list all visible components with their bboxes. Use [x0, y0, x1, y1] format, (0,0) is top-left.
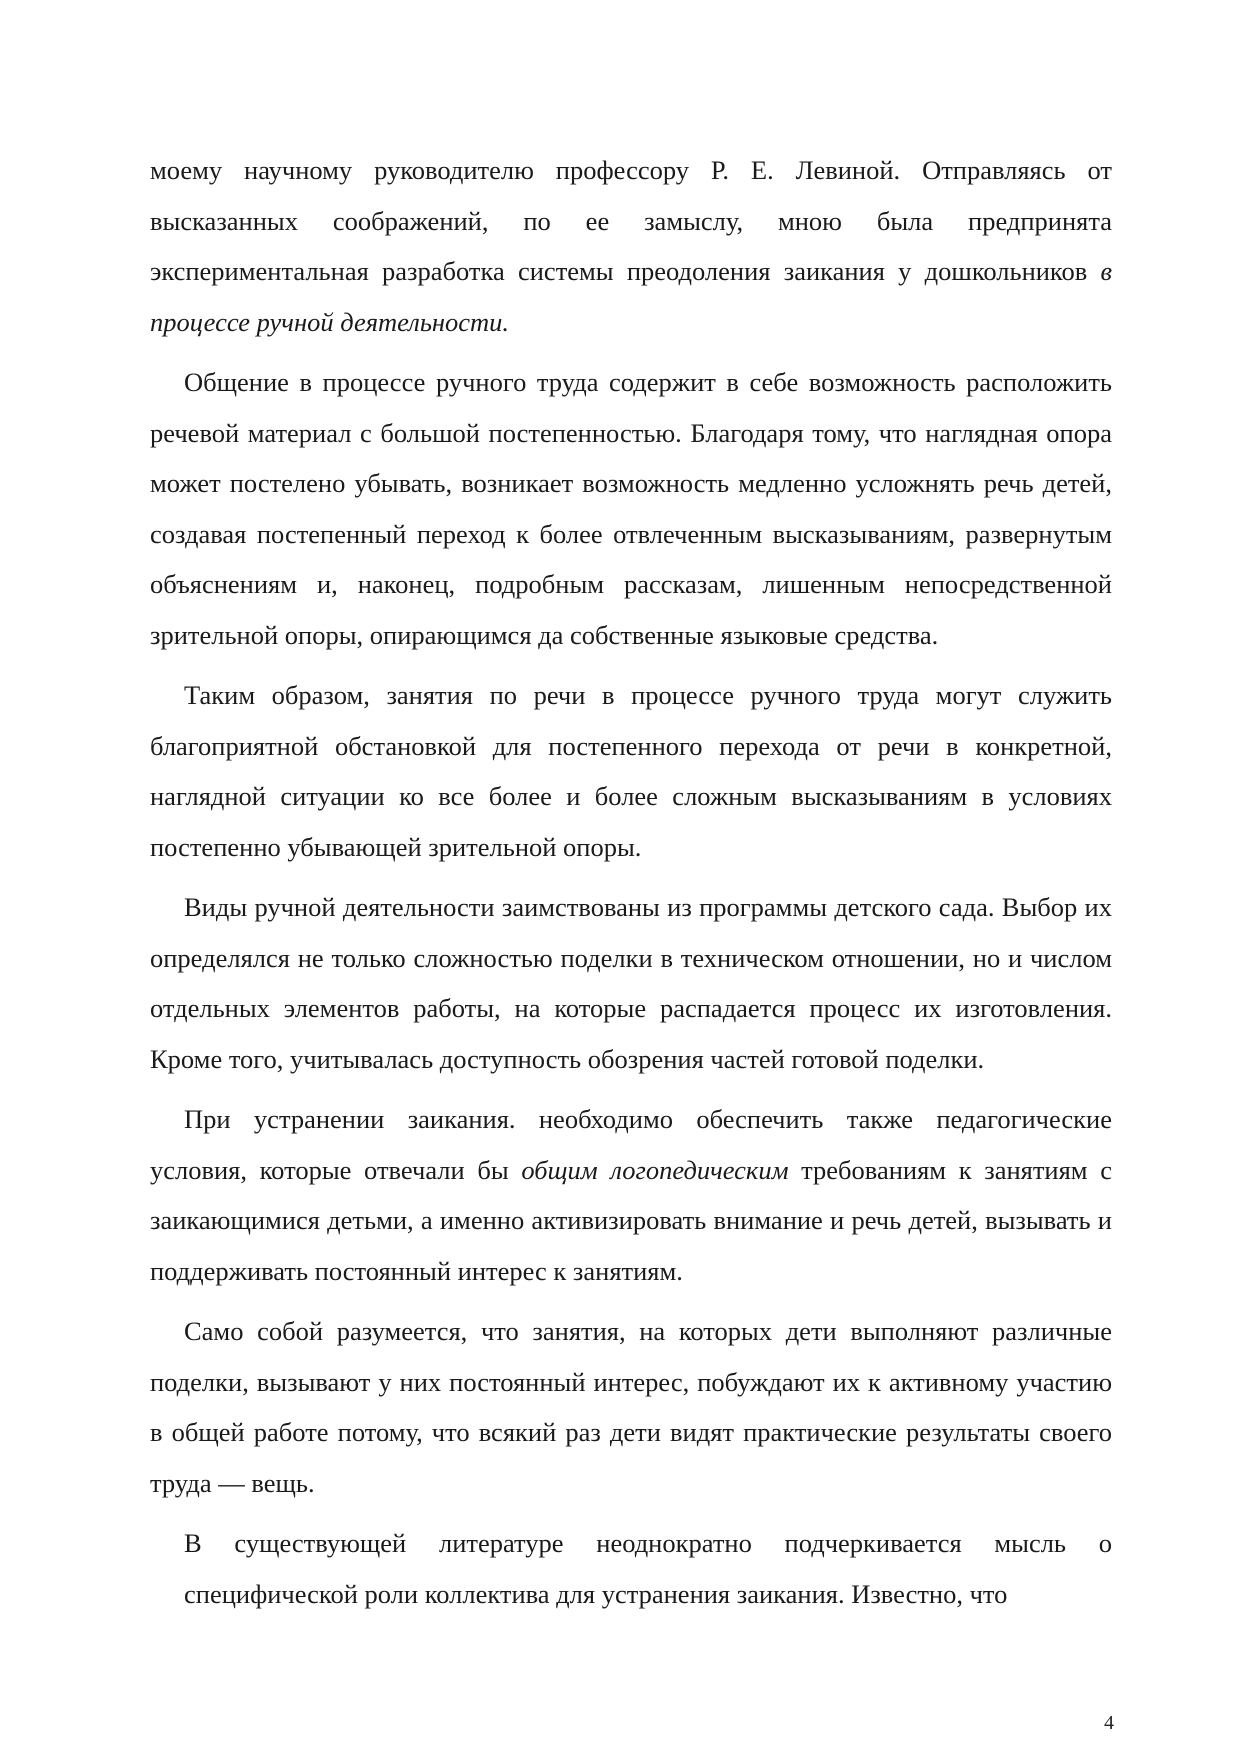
document-page: [150, 145, 1112, 1629]
paragraph-3: [150, 670, 1112, 872]
paragraph-5: [150, 1094, 1112, 1296]
paragraph-6: [150, 1306, 1112, 1508]
paragraph-4-text: Виды ручной деятельности заимствованы из программы детского сада. Выбор их определялся не только сложностью поделки в техническом отношении, но и числом отдельных элементов работы, на которые распадается процесс их изготовления. Кроме того, учитывалась доступность обозрения частей готовой поделки.: [150, 892, 1112, 1074]
paragraph-7-text: В существующей литературе неоднократно подчеркивается мысль о специфической роли коллектива для устранения заикания. Известно, что: [184, 1528, 1112, 1609]
paragraph-6-text: Само собой разумеется, что занятия, на которых дети выполняют различные поделки, вызывают у них постоянный интерес, побуждают их к активному участию в общей работе потому, что всякий раз дети видят практические результаты своего труда — вещь.: [150, 1316, 1112, 1498]
paragraph-3-text: Таким образом, занятия по речи в процессе ручного труда могут служить благоприятной обстановкой для постепенного перехода от речи в конкретной, наглядной ситуации ко все более и более сложным высказываниям в условиях постепенно убывающей зрительной опоры.: [150, 680, 1112, 862]
paragraph-1-text: моему научному руководителю профессору Р. Е. Левиной. Отправляясь от высказанных соображений, по ее замыслу, мною была предпринята экспериментальная разработка системы преодоления заикания у дошкольников: [150, 155, 1112, 286]
paragraph-5-italic: общим логопедическим: [521, 1154, 789, 1185]
paragraph-2: [150, 357, 1112, 660]
paragraph-5-text-b: требованиям к занятиям с заикающимися детьми, а именно активизировать внимание и речь детей, вызывать и поддерживать постоянный интерес к занятиям.: [150, 1154, 1112, 1286]
paragraph-5-text-a: При устранении заикания. необходимо обеспечить также педагогические условия, которые отвечали бы: [150, 1104, 1112, 1185]
paragraph-2-text: Общение в процессе ручного труда содержит в себе возможность расположить речевой материал с большой постепенностью. Благодаря тому, что наглядная опора может постелено убывать, возникает возможность медленно усложнять речь детей, создавая постепенный переход к более отвлеченным высказываниям, развернутым объяснениям и, наконец, подробным рассказам, лишенным непосредственной зрительной опоры, опирающимся да собственные языковые средства.: [150, 367, 1112, 650]
paragraph-7: [184, 1518, 1112, 1619]
paragraph-1: [150, 145, 1112, 347]
paragraph-1-italic: в процессе ручной деятельности.: [150, 256, 1112, 337]
paragraph-4: [150, 882, 1112, 1084]
page-number: 4: [1104, 1712, 1114, 1734]
